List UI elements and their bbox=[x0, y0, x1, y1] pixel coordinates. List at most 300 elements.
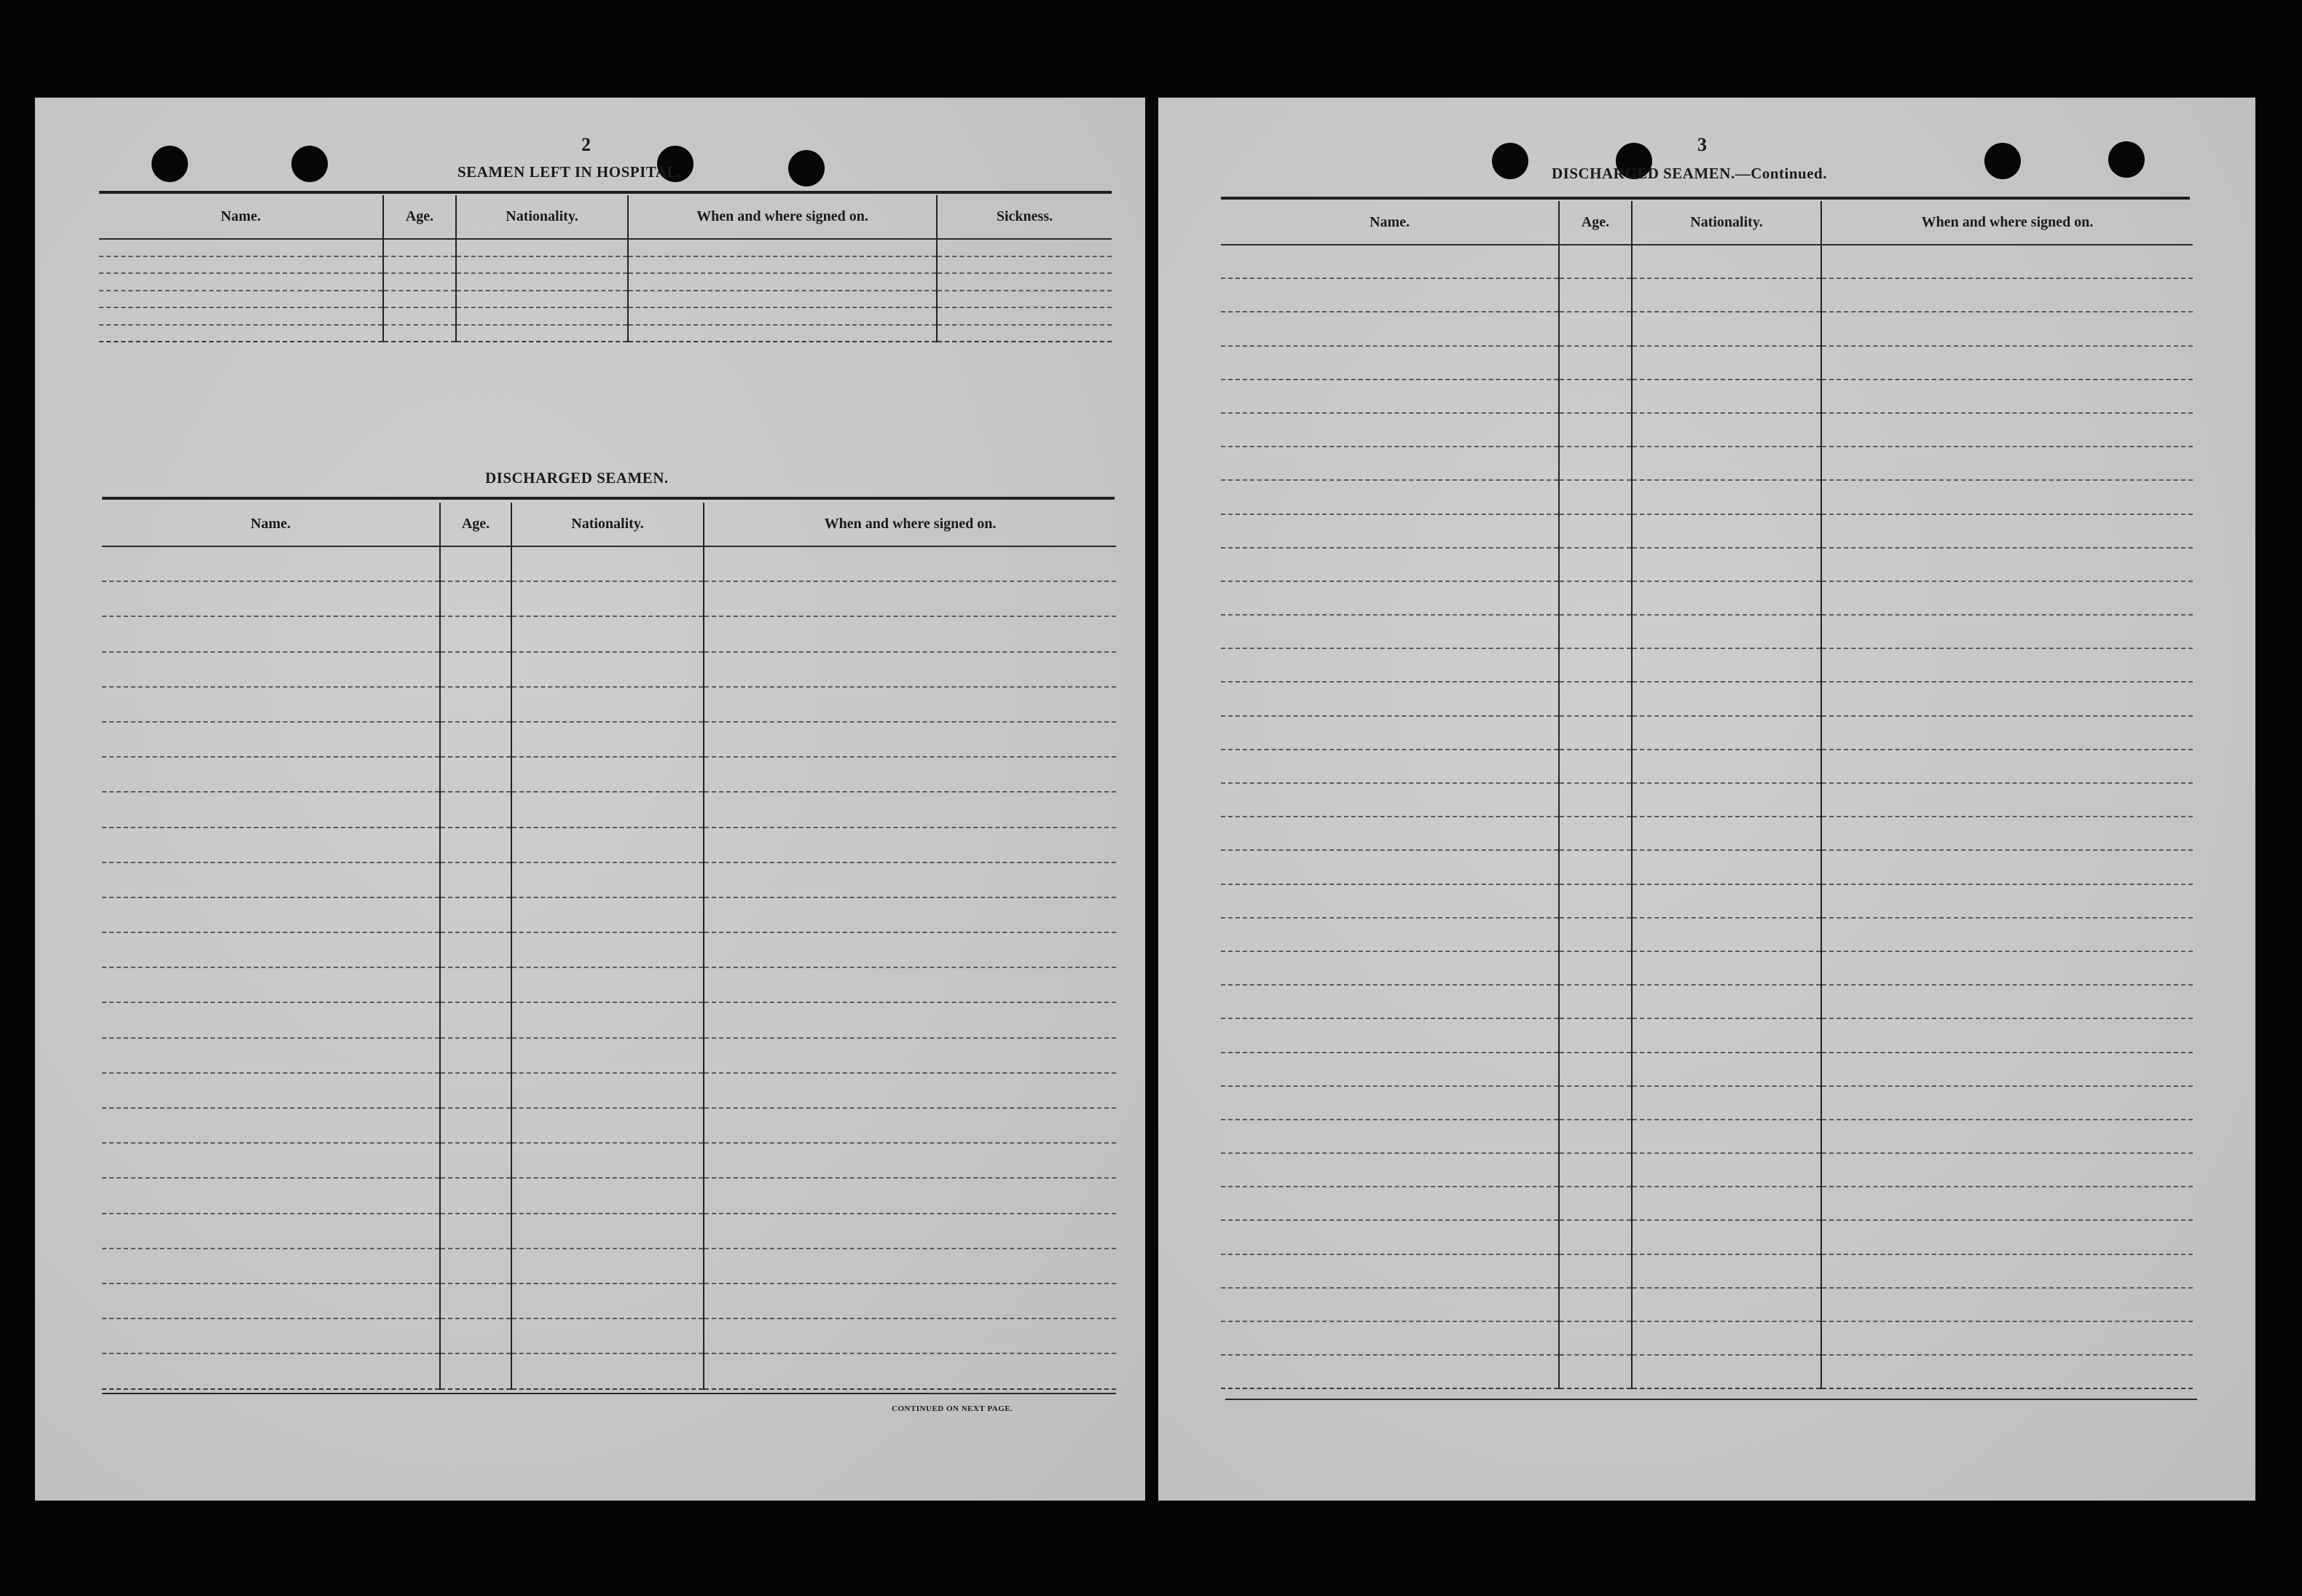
blank-entry-cell bbox=[511, 828, 704, 862]
blank-entry-cell bbox=[1632, 245, 1821, 278]
blank-entry-cell bbox=[440, 722, 511, 757]
table-row bbox=[102, 967, 1116, 1002]
blank-entry-cell bbox=[704, 1284, 1116, 1318]
blank-entry-cell bbox=[1221, 1086, 1559, 1120]
table-row bbox=[102, 652, 1116, 687]
table-row bbox=[102, 546, 1116, 581]
blank-entry-cell bbox=[1821, 1018, 2193, 1052]
punch-hole bbox=[788, 150, 825, 186]
blank-entry-cell bbox=[1221, 750, 1559, 783]
table-row bbox=[102, 1353, 1116, 1388]
column-header: Sickness. bbox=[937, 195, 1112, 239]
blank-entry-cell bbox=[1559, 1288, 1632, 1321]
blank-entry-cell bbox=[1632, 985, 1821, 1018]
blank-entry-cell bbox=[440, 932, 511, 967]
blank-entry-cell bbox=[1559, 951, 1632, 985]
blank-entry-cell bbox=[1632, 716, 1821, 750]
blank-entry-cell bbox=[456, 256, 628, 274]
left-page bbox=[35, 98, 1145, 1501]
blank-entry-cell bbox=[704, 687, 1116, 722]
table-row bbox=[1221, 985, 2193, 1018]
table-row bbox=[1221, 682, 2193, 715]
blank-entry-cell bbox=[102, 967, 440, 1002]
blank-entry-cell bbox=[511, 1284, 704, 1318]
blank-entry-cell bbox=[1559, 1254, 1632, 1288]
blank-entry-cell bbox=[440, 1038, 511, 1073]
blank-entry-cell bbox=[1632, 951, 1821, 985]
blank-entry-cell bbox=[99, 256, 383, 274]
punch-hole bbox=[152, 146, 188, 182]
column-header: Age. bbox=[383, 195, 456, 239]
column-header: Age. bbox=[440, 503, 511, 546]
blank-entry-cell bbox=[1559, 1120, 1632, 1153]
blank-entry-cell bbox=[1821, 985, 2193, 1018]
table-row bbox=[1221, 413, 2193, 447]
blank-entry-cell bbox=[511, 1038, 704, 1073]
blank-entry-cell bbox=[511, 1214, 704, 1249]
table-row bbox=[102, 1178, 1116, 1213]
blank-entry-cell bbox=[440, 687, 511, 722]
blank-entry-cell bbox=[1632, 1220, 1821, 1254]
blank-entry-cell bbox=[1559, 514, 1632, 548]
column-header: When and where signed on. bbox=[628, 195, 937, 239]
discharged-bottom-rule bbox=[102, 1393, 1116, 1394]
blank-entry-cell bbox=[511, 1178, 704, 1213]
blank-entry-cell bbox=[1559, 750, 1632, 783]
column-header: When and where signed on. bbox=[704, 503, 1116, 546]
blank-entry-cell bbox=[704, 757, 1116, 792]
blank-entry-cell bbox=[704, 546, 1116, 581]
blank-entry-cell bbox=[704, 828, 1116, 862]
blank-entry-cell bbox=[102, 862, 440, 897]
blank-entry-cell bbox=[1221, 682, 1559, 715]
blank-entry-cell bbox=[456, 325, 628, 342]
blank-entry-cell bbox=[1821, 884, 2193, 918]
blank-entry-cell bbox=[1559, 884, 1632, 918]
blank-entry-cell bbox=[1559, 615, 1632, 648]
table-row bbox=[102, 1002, 1116, 1037]
blank-entry-cell bbox=[1632, 447, 1821, 480]
blank-entry-cell bbox=[1632, 413, 1821, 447]
blank-entry-cell bbox=[1821, 447, 2193, 480]
table-row bbox=[1221, 1288, 2193, 1321]
blank-entry-cell bbox=[1821, 1254, 2193, 1288]
table-row bbox=[102, 616, 1116, 651]
blank-entry-cell bbox=[102, 792, 440, 827]
blank-entry-cell bbox=[102, 1318, 440, 1353]
blank-entry-cell bbox=[511, 1108, 704, 1143]
blank-entry-cell bbox=[1632, 1053, 1821, 1086]
blank-entry-cell bbox=[1221, 1053, 1559, 1086]
blank-entry-cell bbox=[704, 1073, 1116, 1108]
table-row bbox=[1221, 581, 2193, 615]
blank-entry-cell bbox=[1559, 380, 1632, 413]
blank-entry-cell bbox=[704, 1108, 1116, 1143]
blank-entry-cell bbox=[1559, 682, 1632, 715]
blank-entry-cell bbox=[99, 291, 383, 308]
table-row bbox=[102, 1073, 1116, 1108]
blank-entry-cell bbox=[1821, 716, 2193, 750]
column-header: Name. bbox=[1221, 201, 1559, 245]
blank-entry-cell bbox=[102, 1178, 440, 1213]
blank-entry-cell bbox=[1221, 850, 1559, 884]
table-row bbox=[1221, 1120, 2193, 1153]
column-header: Nationality. bbox=[456, 195, 628, 239]
blank-entry-cell bbox=[704, 1143, 1116, 1178]
blank-entry-cell bbox=[440, 1143, 511, 1178]
blank-entry-cell bbox=[1821, 245, 2193, 278]
blank-entry-cell bbox=[704, 897, 1116, 932]
blank-entry-cell bbox=[1632, 1086, 1821, 1120]
table-row bbox=[99, 307, 1112, 325]
table-row bbox=[102, 932, 1116, 967]
blank-entry-cell bbox=[511, 722, 704, 757]
hospital-table bbox=[99, 195, 1112, 342]
blank-entry-cell bbox=[440, 757, 511, 792]
blank-entry-cell bbox=[1632, 783, 1821, 817]
blank-entry-cell bbox=[102, 932, 440, 967]
table-row bbox=[1221, 380, 2193, 413]
blank-entry-cell bbox=[1221, 1220, 1559, 1254]
blank-entry-cell bbox=[704, 722, 1116, 757]
blank-entry-cell bbox=[1221, 1254, 1559, 1288]
column-header: When and where signed on. bbox=[1821, 201, 2193, 245]
blank-entry-cell bbox=[1632, 1321, 1821, 1355]
blank-entry-cell bbox=[1821, 1086, 2193, 1120]
blank-entry-cell bbox=[1559, 817, 1632, 850]
blank-entry-cell bbox=[1632, 278, 1821, 312]
column-header: Age. bbox=[1559, 201, 1632, 245]
table-row bbox=[102, 687, 1116, 722]
blank-entry-cell bbox=[1821, 1120, 2193, 1153]
punch-hole bbox=[291, 146, 328, 182]
blank-entry-cell bbox=[1559, 1086, 1632, 1120]
blank-entry-cell bbox=[1559, 985, 1632, 1018]
blank-entry-cell bbox=[102, 581, 440, 616]
blank-entry-cell bbox=[1632, 1288, 1821, 1321]
blank-entry-cell bbox=[1221, 817, 1559, 850]
blank-entry-cell bbox=[102, 1214, 440, 1249]
blank-entry-cell bbox=[511, 967, 704, 1002]
blank-entry-cell bbox=[1221, 380, 1559, 413]
blank-entry-cell bbox=[511, 932, 704, 967]
blank-entry-cell bbox=[1821, 548, 2193, 581]
blank-entry-cell bbox=[704, 1038, 1116, 1073]
continued-note: CONTINUED ON NEXT PAGE. bbox=[892, 1404, 1013, 1413]
page-number: 3 bbox=[1697, 134, 1707, 155]
table-row bbox=[102, 757, 1116, 792]
discharged-table bbox=[102, 503, 1116, 1390]
blank-entry-cell bbox=[1559, 1018, 1632, 1052]
blank-entry-cell bbox=[102, 652, 440, 687]
table-row bbox=[102, 1108, 1116, 1143]
blank-entry-cell bbox=[1632, 1254, 1821, 1288]
blank-entry-cell bbox=[1632, 817, 1821, 850]
table-row bbox=[102, 581, 1116, 616]
blank-entry-cell bbox=[440, 1073, 511, 1108]
blank-entry-cell bbox=[1632, 1153, 1821, 1187]
blank-entry-cell bbox=[511, 1318, 704, 1353]
blank-entry-cell bbox=[1632, 615, 1821, 648]
blank-entry-cell bbox=[102, 1073, 440, 1108]
table-row bbox=[1221, 1355, 2193, 1388]
blank-entry-cell bbox=[1559, 1355, 1632, 1388]
blank-entry-cell bbox=[511, 687, 704, 722]
blank-entry-cell bbox=[1821, 850, 2193, 884]
blank-entry-cell bbox=[456, 239, 628, 256]
table-row bbox=[1221, 1220, 2193, 1254]
blank-entry-cell bbox=[1632, 514, 1821, 548]
table-row bbox=[99, 239, 1112, 256]
blank-entry-cell bbox=[704, 1178, 1116, 1213]
column-header: Name. bbox=[102, 503, 440, 546]
blank-entry-cell bbox=[383, 239, 456, 256]
table-row bbox=[102, 1038, 1116, 1073]
blank-entry-cell bbox=[456, 307, 628, 325]
blank-entry-cell bbox=[1632, 648, 1821, 682]
blank-entry-cell bbox=[383, 256, 456, 274]
blank-entry-cell bbox=[1221, 245, 1559, 278]
table-row bbox=[102, 897, 1116, 932]
blank-entry-cell bbox=[440, 792, 511, 827]
blank-entry-cell bbox=[704, 652, 1116, 687]
blank-entry-cell bbox=[1632, 1120, 1821, 1153]
blank-entry-cell bbox=[937, 307, 1112, 325]
blank-entry-cell bbox=[704, 792, 1116, 827]
table-row bbox=[102, 828, 1116, 862]
blank-entry-cell bbox=[1559, 648, 1632, 682]
discharged-continued-title: DISCHARGED SEAMEN.—Continued. bbox=[1552, 165, 1827, 182]
blank-entry-cell bbox=[1632, 380, 1821, 413]
column-header: Name. bbox=[99, 195, 383, 239]
table-row bbox=[99, 273, 1112, 291]
blank-entry-cell bbox=[383, 325, 456, 342]
discharged-section-title: DISCHARGED SEAMEN. bbox=[485, 469, 669, 487]
blank-entry-cell bbox=[1221, 884, 1559, 918]
blank-entry-cell bbox=[1559, 346, 1632, 380]
table-row bbox=[1221, 1321, 2193, 1355]
blank-entry-cell bbox=[1559, 1053, 1632, 1086]
blank-entry-cell bbox=[1559, 447, 1632, 480]
blank-entry-cell bbox=[99, 325, 383, 342]
blank-entry-cell bbox=[440, 1214, 511, 1249]
blank-entry-cell bbox=[102, 1038, 440, 1073]
blank-entry-cell bbox=[1632, 682, 1821, 715]
blank-entry-cell bbox=[1221, 615, 1559, 648]
blank-entry-cell bbox=[1221, 716, 1559, 750]
table-row bbox=[1221, 850, 2193, 884]
blank-entry-cell bbox=[102, 616, 440, 651]
blank-entry-cell bbox=[704, 1214, 1116, 1249]
blank-entry-cell bbox=[704, 581, 1116, 616]
page-number: 2 bbox=[581, 134, 591, 155]
blank-entry-cell bbox=[1632, 480, 1821, 514]
right-page bbox=[1158, 98, 2255, 1501]
discharged-continued-table bbox=[1221, 201, 2193, 1389]
blank-entry-cell bbox=[511, 581, 704, 616]
table-row bbox=[1221, 548, 2193, 581]
blank-entry-cell bbox=[1221, 480, 1559, 514]
blank-entry-cell bbox=[440, 652, 511, 687]
blank-entry-cell bbox=[1221, 1153, 1559, 1187]
blank-entry-cell bbox=[1559, 1153, 1632, 1187]
blank-entry-cell bbox=[628, 239, 937, 256]
blank-entry-cell bbox=[1559, 716, 1632, 750]
blank-entry-cell bbox=[102, 1143, 440, 1178]
blank-entry-cell bbox=[1821, 581, 2193, 615]
blank-entry-cell bbox=[440, 862, 511, 897]
blank-entry-cell bbox=[102, 1353, 440, 1388]
blank-entry-cell bbox=[704, 932, 1116, 967]
table-row bbox=[102, 792, 1116, 827]
blank-entry-cell bbox=[1632, 548, 1821, 581]
blank-entry-cell bbox=[102, 1108, 440, 1143]
blank-entry-cell bbox=[440, 1318, 511, 1353]
blank-entry-cell bbox=[1221, 581, 1559, 615]
table-row bbox=[1221, 245, 2193, 278]
table-row bbox=[1221, 817, 2193, 850]
blank-entry-cell bbox=[628, 256, 937, 274]
table-row bbox=[1221, 1086, 2193, 1120]
blank-entry-cell bbox=[1221, 1018, 1559, 1052]
hospital-section-title: SEAMEN LEFT IN HOSPITAL. bbox=[457, 163, 682, 181]
blank-entry-cell bbox=[1632, 346, 1821, 380]
blank-entry-cell bbox=[1221, 951, 1559, 985]
blank-entry-cell bbox=[1221, 346, 1559, 380]
blank-entry-cell bbox=[1559, 312, 1632, 345]
blank-entry-cell bbox=[511, 1002, 704, 1037]
blank-entry-cell bbox=[1221, 1120, 1559, 1153]
blank-entry-cell bbox=[704, 616, 1116, 651]
table-row bbox=[1221, 884, 2193, 918]
blank-entry-cell bbox=[1221, 312, 1559, 345]
blank-entry-cell bbox=[1559, 480, 1632, 514]
blank-entry-cell bbox=[1632, 850, 1821, 884]
blank-entry-cell bbox=[1632, 750, 1821, 783]
blank-entry-cell bbox=[628, 307, 937, 325]
table-row bbox=[102, 1214, 1116, 1249]
blank-entry-cell bbox=[1821, 1153, 2193, 1187]
table-row bbox=[1221, 480, 2193, 514]
blank-entry-cell bbox=[102, 1002, 440, 1037]
punch-hole bbox=[1492, 143, 1528, 179]
table-row bbox=[102, 1249, 1116, 1284]
blank-entry-cell bbox=[456, 291, 628, 308]
blank-entry-cell bbox=[1221, 1288, 1559, 1321]
blank-entry-cell bbox=[1559, 1321, 1632, 1355]
table-row bbox=[1221, 951, 2193, 985]
table-row bbox=[1221, 1187, 2193, 1220]
blank-entry-cell bbox=[1821, 817, 2193, 850]
blank-entry-cell bbox=[1559, 1220, 1632, 1254]
table-row bbox=[1221, 346, 2193, 380]
column-header: Nationality. bbox=[511, 503, 704, 546]
blank-entry-cell bbox=[1821, 278, 2193, 312]
blank-entry-cell bbox=[1221, 918, 1559, 951]
blank-entry-cell bbox=[1821, 1321, 2193, 1355]
blank-entry-cell bbox=[511, 652, 704, 687]
blank-entry-cell bbox=[102, 687, 440, 722]
blank-entry-cell bbox=[511, 897, 704, 932]
blank-entry-cell bbox=[1821, 783, 2193, 817]
blank-entry-cell bbox=[102, 757, 440, 792]
blank-entry-cell bbox=[1632, 918, 1821, 951]
table-row bbox=[1221, 918, 2193, 951]
table-row bbox=[1221, 447, 2193, 480]
blank-entry-cell bbox=[511, 546, 704, 581]
blank-entry-cell bbox=[1221, 548, 1559, 581]
blank-entry-cell bbox=[1821, 750, 2193, 783]
table-row bbox=[102, 722, 1116, 757]
blank-entry-cell bbox=[1559, 783, 1632, 817]
blank-entry-cell bbox=[704, 967, 1116, 1002]
table-row bbox=[1221, 783, 2193, 817]
blank-entry-cell bbox=[1632, 312, 1821, 345]
continued-bottom-rule bbox=[1225, 1399, 2197, 1400]
blank-entry-cell bbox=[628, 273, 937, 291]
blank-entry-cell bbox=[102, 897, 440, 932]
blank-entry-cell bbox=[1559, 1187, 1632, 1220]
blank-entry-cell bbox=[1632, 581, 1821, 615]
blank-entry-cell bbox=[628, 291, 937, 308]
blank-entry-cell bbox=[1559, 918, 1632, 951]
blank-entry-cell bbox=[1821, 514, 2193, 548]
column-header: Nationality. bbox=[1632, 201, 1821, 245]
blank-entry-cell bbox=[1221, 514, 1559, 548]
blank-entry-cell bbox=[99, 307, 383, 325]
hospital-top-rule bbox=[99, 191, 1112, 194]
blank-entry-cell bbox=[1221, 985, 1559, 1018]
blank-entry-cell bbox=[1221, 1321, 1559, 1355]
blank-entry-cell bbox=[99, 273, 383, 291]
blank-entry-cell bbox=[1821, 648, 2193, 682]
blank-entry-cell bbox=[511, 757, 704, 792]
blank-entry-cell bbox=[440, 1178, 511, 1213]
blank-entry-cell bbox=[440, 546, 511, 581]
blank-entry-cell bbox=[1559, 278, 1632, 312]
table-row bbox=[1221, 750, 2193, 783]
table-row bbox=[102, 862, 1116, 897]
blank-entry-cell bbox=[704, 862, 1116, 897]
blank-entry-cell bbox=[511, 1073, 704, 1108]
table-row bbox=[99, 325, 1112, 342]
blank-entry-cell bbox=[1221, 278, 1559, 312]
blank-entry-cell bbox=[440, 1284, 511, 1318]
blank-entry-cell bbox=[628, 325, 937, 342]
blank-entry-cell bbox=[511, 616, 704, 651]
blank-entry-cell bbox=[99, 239, 383, 256]
blank-entry-cell bbox=[511, 1353, 704, 1388]
blank-entry-cell bbox=[511, 1249, 704, 1284]
blank-entry-cell bbox=[440, 581, 511, 616]
blank-entry-cell bbox=[102, 546, 440, 581]
table-row bbox=[1221, 278, 2193, 312]
blank-entry-cell bbox=[1821, 1288, 2193, 1321]
blank-entry-cell bbox=[1221, 1355, 1559, 1388]
blank-entry-cell bbox=[937, 239, 1112, 256]
table-row bbox=[1221, 648, 2193, 682]
table-row bbox=[99, 291, 1112, 308]
blank-entry-cell bbox=[383, 307, 456, 325]
blank-entry-cell bbox=[1221, 783, 1559, 817]
blank-entry-cell bbox=[1559, 581, 1632, 615]
blank-entry-cell bbox=[1821, 951, 2193, 985]
blank-entry-cell bbox=[440, 1002, 511, 1037]
table-row bbox=[1221, 716, 2193, 750]
blank-entry-cell bbox=[1632, 1355, 1821, 1388]
table-row bbox=[1221, 1254, 2193, 1288]
punch-hole bbox=[1984, 143, 2021, 179]
